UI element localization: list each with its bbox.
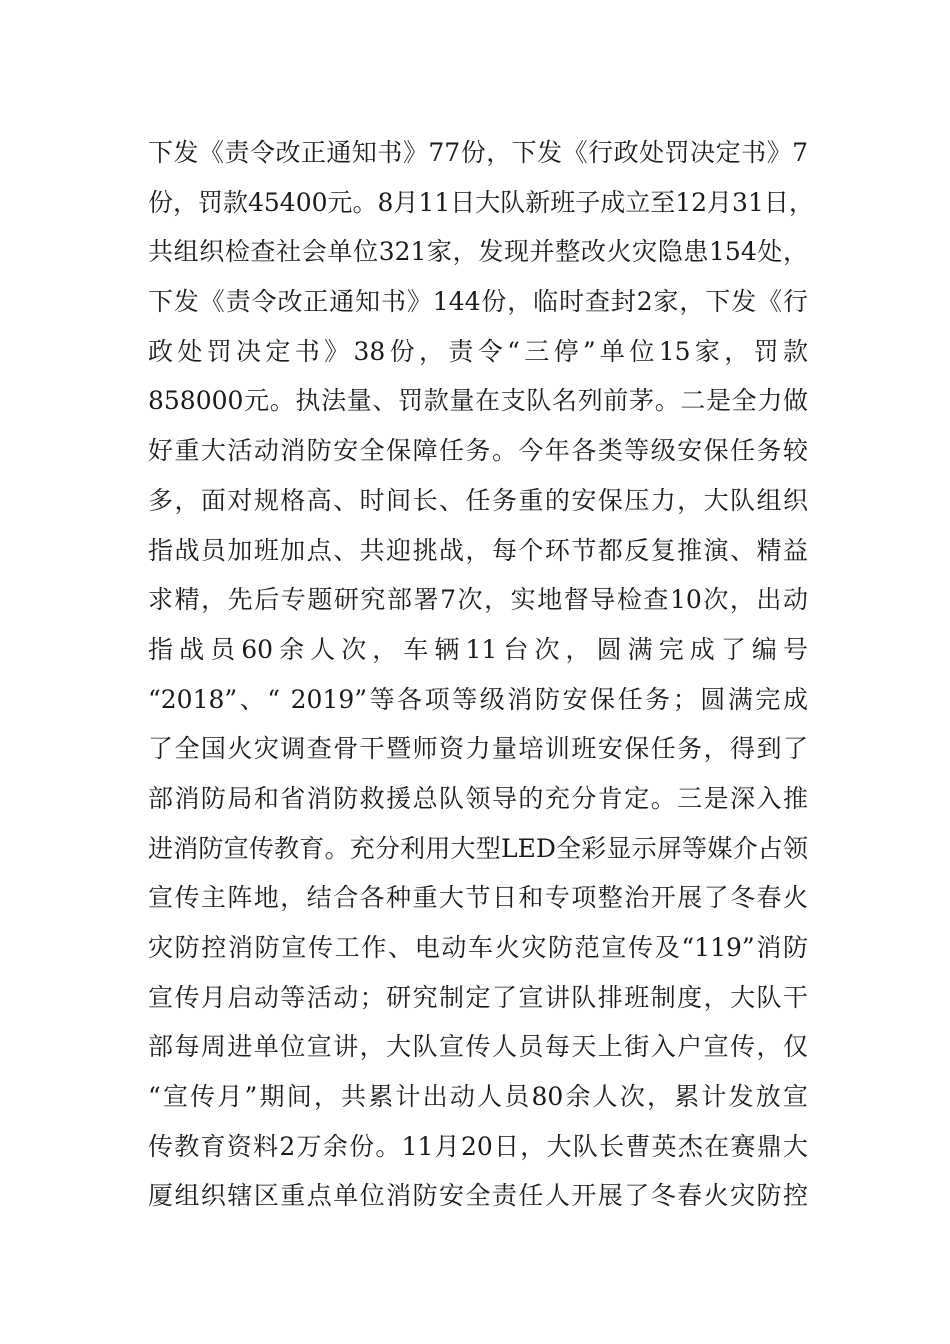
- text-line: 858000元。执法量、罚款量在支队名列前茅。二是全力做: [148, 386, 808, 416]
- text-line: 下发《责令改正通知书》144份，临时查封2家，下发《行: [148, 287, 808, 317]
- body-paragraph: [148, 128, 814, 1221]
- text-line: 传教育资料2万余份。11月20日，大队长曹英杰在赛鼎大: [148, 1131, 808, 1161]
- text-line: 指战员60余人次，车辆11台次，圆满完成了编号: [148, 634, 808, 664]
- text-line: 政处罚决定书》38份，责令“三停”单位15家，罚款: [148, 336, 808, 366]
- text-line: 多，面对规格高、时间长、任务重的安保压力，大队组织: [148, 485, 808, 515]
- text-line: “宣传月”期间，共累计出动人员80余人次，累计发放宣: [148, 1082, 808, 1112]
- text-line: 指战员加班加点、共迎挑战，每个环节都反复推演、精益: [148, 535, 808, 565]
- text-line: 宣传月启动等活动；研究制定了宣讲队排班制度，大队干: [148, 982, 808, 1012]
- text-line: “2018”、“ 2019”等各项等级消防安保任务；圆满完成: [148, 684, 808, 714]
- text-line: 下发《责令改正通知书》77份，下发《行政处罚决定书》7: [148, 138, 808, 167]
- text-line: 灾防控消防宣传工作、电动车火灾防范宣传及“119”消防: [148, 933, 808, 962]
- text-line: 部消防局和省消防救援总队领导的充分肯定。三是深入推: [148, 783, 808, 813]
- text-line: 共组织检查社会单位321家，发现并整改火灾隐患154处，: [148, 237, 808, 267]
- text-line: 进消防宣传教育。充分利用大型LED全彩显示屏等媒介占领: [148, 833, 808, 863]
- text-line: 部每周进单位宣讲，大队宣传人员每天上街入户宣传，仅: [148, 1032, 808, 1062]
- text-line: 份，罚款45400元。8月11日大队新班子成立至12月31日，: [148, 187, 814, 217]
- text-line: 好重大活动消防安全保障任务。今年各类等级安保任务较: [148, 436, 808, 466]
- text-line: 求精，先后专题研究部署7次，实地督导检查10次，出动: [148, 585, 808, 615]
- text-line: 厦组织辖区重点单位消防安全责任人开展了冬春火灾防控: [148, 1181, 808, 1211]
- text-line: 宣传主阵地，结合各种重大节日和专项整治开展了冬春火: [148, 883, 808, 913]
- text-line: 了全国火灾调查骨干暨师资力量培训班安保任务，得到了: [148, 734, 808, 764]
